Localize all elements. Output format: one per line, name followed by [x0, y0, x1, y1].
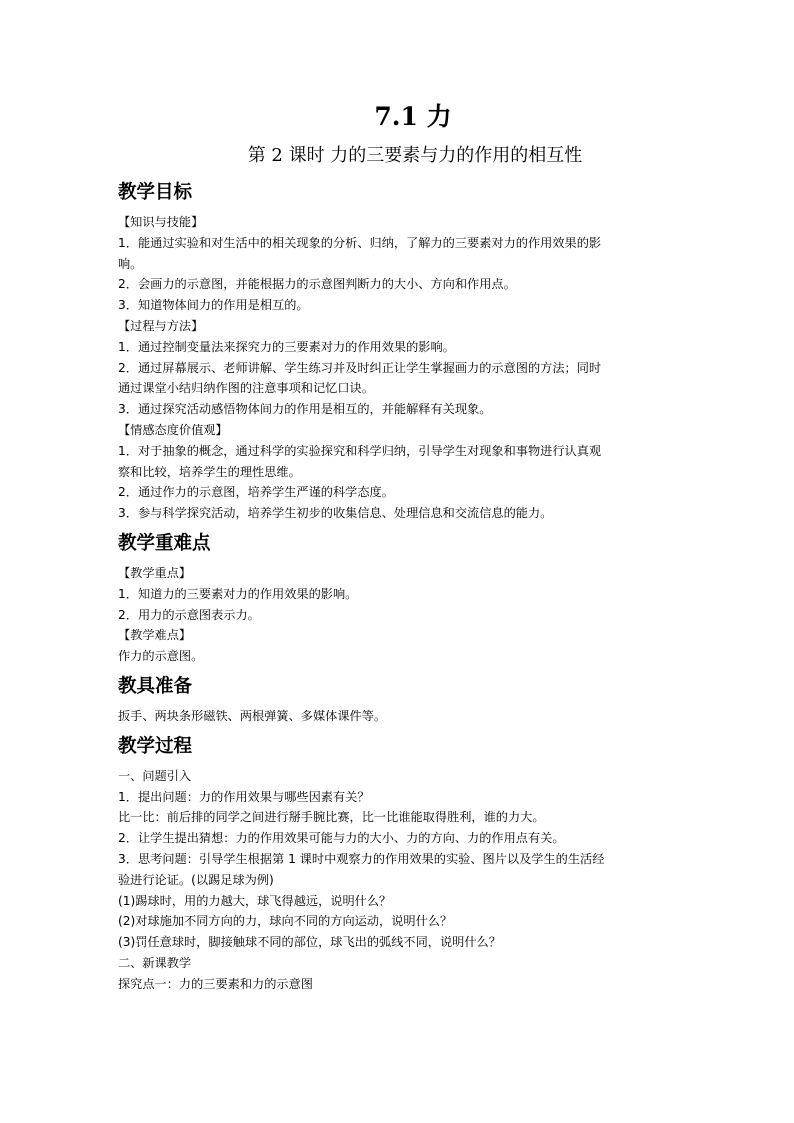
process-method-label: 【过程与方法】 — [118, 318, 204, 333]
teaching-process-heading: 教学过程 — [118, 735, 193, 757]
teaching-process-section — [118, 733, 688, 995]
emotion-item: 2．通过作力的示意图，培养学生严谨的科学态度。 — [118, 485, 394, 500]
process-line: (1)踢球时，用的力越大，球飞得越远，说明什么？ — [118, 893, 392, 908]
emotion-item: 3．参与科学探究活动，培养学生初步的收集信息、处理信息和交流信息的能力。 — [118, 506, 553, 521]
objectives-heading: 教学目标 — [118, 182, 193, 203]
focus-item: 2．用力的示意图表示力。 — [118, 607, 260, 622]
focus-label: 【教学重点】 — [118, 565, 192, 580]
keypoints-heading: 教学重难点 — [118, 532, 211, 554]
process-line: 验进行论证。(以踢足球为例) — [118, 872, 274, 887]
process-method-item: 通过课堂小结归纳作图的注意事项和记忆口诀。 — [118, 381, 374, 396]
knowledge-item: 2．会画力的示意图，并能根据力的示意图判断力的大小、方向和作用点。 — [118, 277, 516, 292]
process-method-item: 3．通过探究活动感悟物体间力的作用是相互的，并能解释有关现象。 — [118, 402, 492, 417]
tools-section — [118, 673, 688, 727]
knowledge-item: 1．能通过实验和对生活中的相关现象的分析、归纳，了解力的三要素对力的作用效果的影 — [118, 235, 602, 250]
process-line: 1．提出问题：力的作用效果与哪些因素有关？ — [118, 789, 370, 804]
difficulty-label: 【教学难点】 — [118, 628, 192, 643]
objectives-section — [118, 179, 688, 524]
tools-text: 扳手、两块条形磁铁、两根弹簧、多媒体课件等。 — [118, 708, 387, 723]
emotion-item: 察和比较，培养学生的理性思维。 — [118, 464, 301, 479]
knowledge-item: 3．知道物体间力的作用是相互的。 — [118, 298, 309, 313]
focus-item: 1．知道力的三要素对力的作用效果的影响。 — [118, 586, 358, 601]
page-subtitle: 第 2 课时 力的三要素与力的作用的相互性 — [247, 145, 583, 166]
process-line: 探究点一：力的三要素和力的示意图 — [118, 976, 313, 991]
difficulty-item: 作力的示意图。 — [118, 649, 204, 664]
process-method-item: 2．通过屏幕展示、老师讲解、学生练习并及时纠正让学生掌握画力的示意图的方法；同时 — [118, 360, 602, 375]
process-line: 一、问题引入 — [118, 768, 192, 783]
emotion-label: 【情感态度价值观】 — [118, 422, 228, 437]
process-method-item: 1．通过控制变量法来探究力的三要素对力的作用效果的影响。 — [118, 339, 455, 354]
page-title: 7.1 力 — [374, 102, 452, 131]
process-line: (2)对球施加不同方向的力，球向不同的方向运动，说明什么？ — [118, 914, 453, 929]
process-line: 比一比：前后排的同学之间进行掰手腕比赛，比一比谁能取得胜利，谁的力大。 — [118, 810, 545, 825]
process-line: (3)罚任意球时，脚接触球不同的部位，球飞出的弧线不同，说明什么？ — [118, 935, 501, 950]
knowledge-item: 响。 — [118, 256, 143, 271]
process-line: 3．思考问题：引导学生根据第 1 课时中观察力的作用效果的实验、图片以及学生的生活经 — [118, 851, 605, 866]
process-line: 2．让学生提出猜想：力的作用效果可能与力的大小、力的方向、力的作用点有关。 — [118, 831, 565, 846]
tools-heading: 教具准备 — [118, 675, 193, 697]
keypoints-section — [118, 530, 688, 667]
emotion-item: 1．对于抽象的概念，通过科学的实验探究和科学归纳，引导学生对现象和事物进行认真观 — [118, 443, 602, 458]
process-line: 二、新课教学 — [118, 955, 192, 970]
knowledge-label: 【知识与技能】 — [118, 215, 204, 229]
document-page — [118, 98, 688, 995]
